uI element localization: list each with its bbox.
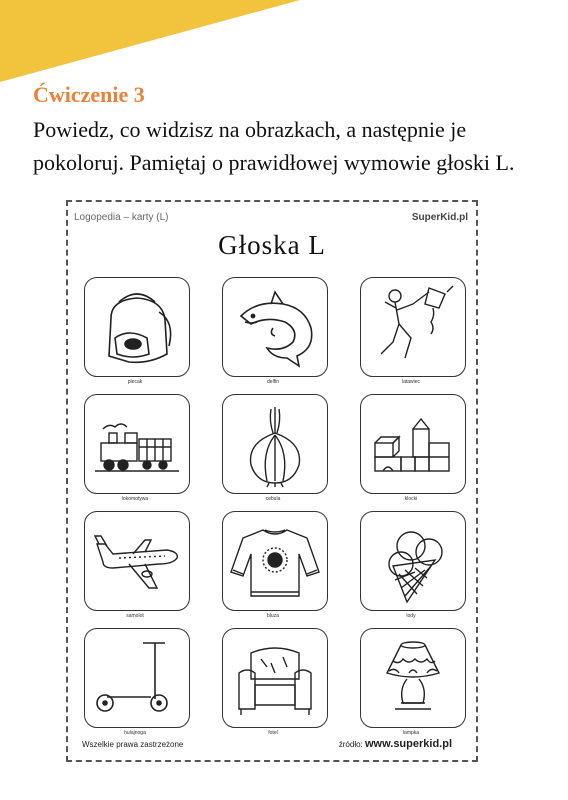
worksheet-brand: SuperKid.pl: [411, 212, 468, 223]
picture-card: [356, 508, 466, 625]
armchair-icon: [227, 633, 323, 723]
ice-cream-icon: [365, 516, 461, 606]
picture-card: [80, 274, 190, 391]
exercise-instruction: Powiedz, co widzisz na obrazkach, a następnie je pokoloruj. Pamiętaj o prawidłowej wymowie głoski L.: [33, 117, 515, 175]
source-note: [339, 738, 452, 750]
picture-caption: samolot: [126, 613, 144, 619]
picture-card: [356, 391, 466, 508]
worksheet-title: Głoska L: [218, 230, 326, 260]
source-label: źródło:: [338, 740, 363, 749]
picture-card: [356, 274, 466, 391]
backpack-icon: [89, 282, 185, 372]
picture-caption: delfin: [267, 379, 279, 385]
picture-caption: klocki: [404, 496, 418, 502]
picture-grid: [80, 274, 470, 742]
dolphin-icon: [227, 282, 323, 372]
picture-caption: fotel: [268, 730, 278, 736]
sweater-icon: [227, 516, 323, 606]
picture-caption: plecak: [127, 379, 143, 385]
worksheet-header-left: Logopedia – karty (L): [74, 212, 169, 223]
lamp-icon: [365, 633, 461, 723]
decorative-corner-shape: [0, 0, 300, 82]
worksheet-footer: [82, 738, 452, 750]
copyright-note: Wszelkie prawa zastrzeżone: [82, 740, 184, 749]
picture-caption: hulajnoga: [124, 730, 146, 736]
worksheet-image: [66, 200, 478, 762]
picture-caption: latawiec: [401, 379, 421, 385]
source-url: www.superkid.pl: [365, 738, 452, 750]
picture-card: [80, 508, 190, 625]
onion-icon: [227, 399, 323, 489]
locomotive-icon: [89, 399, 185, 489]
picture-card: [218, 508, 328, 625]
picture-card: [80, 391, 190, 508]
kite-flyer-icon: [365, 282, 461, 372]
airplane-icon: [89, 516, 185, 606]
worksheet-header: [74, 212, 468, 223]
picture-caption: cebula: [265, 496, 281, 502]
picture-caption: lokomotywa: [121, 496, 149, 502]
scooter-icon: [89, 633, 185, 723]
picture-card: [218, 391, 328, 508]
picture-card: [80, 625, 190, 742]
picture-caption: lody: [406, 613, 416, 619]
picture-caption: bluza: [267, 613, 279, 619]
picture-card: [356, 625, 466, 742]
blocks-icon: [365, 399, 461, 489]
picture-card: [218, 274, 328, 391]
picture-caption: lampka: [402, 730, 420, 736]
exercise-title: Ćwiczenie 3: [33, 82, 145, 107]
picture-card: [218, 625, 328, 742]
